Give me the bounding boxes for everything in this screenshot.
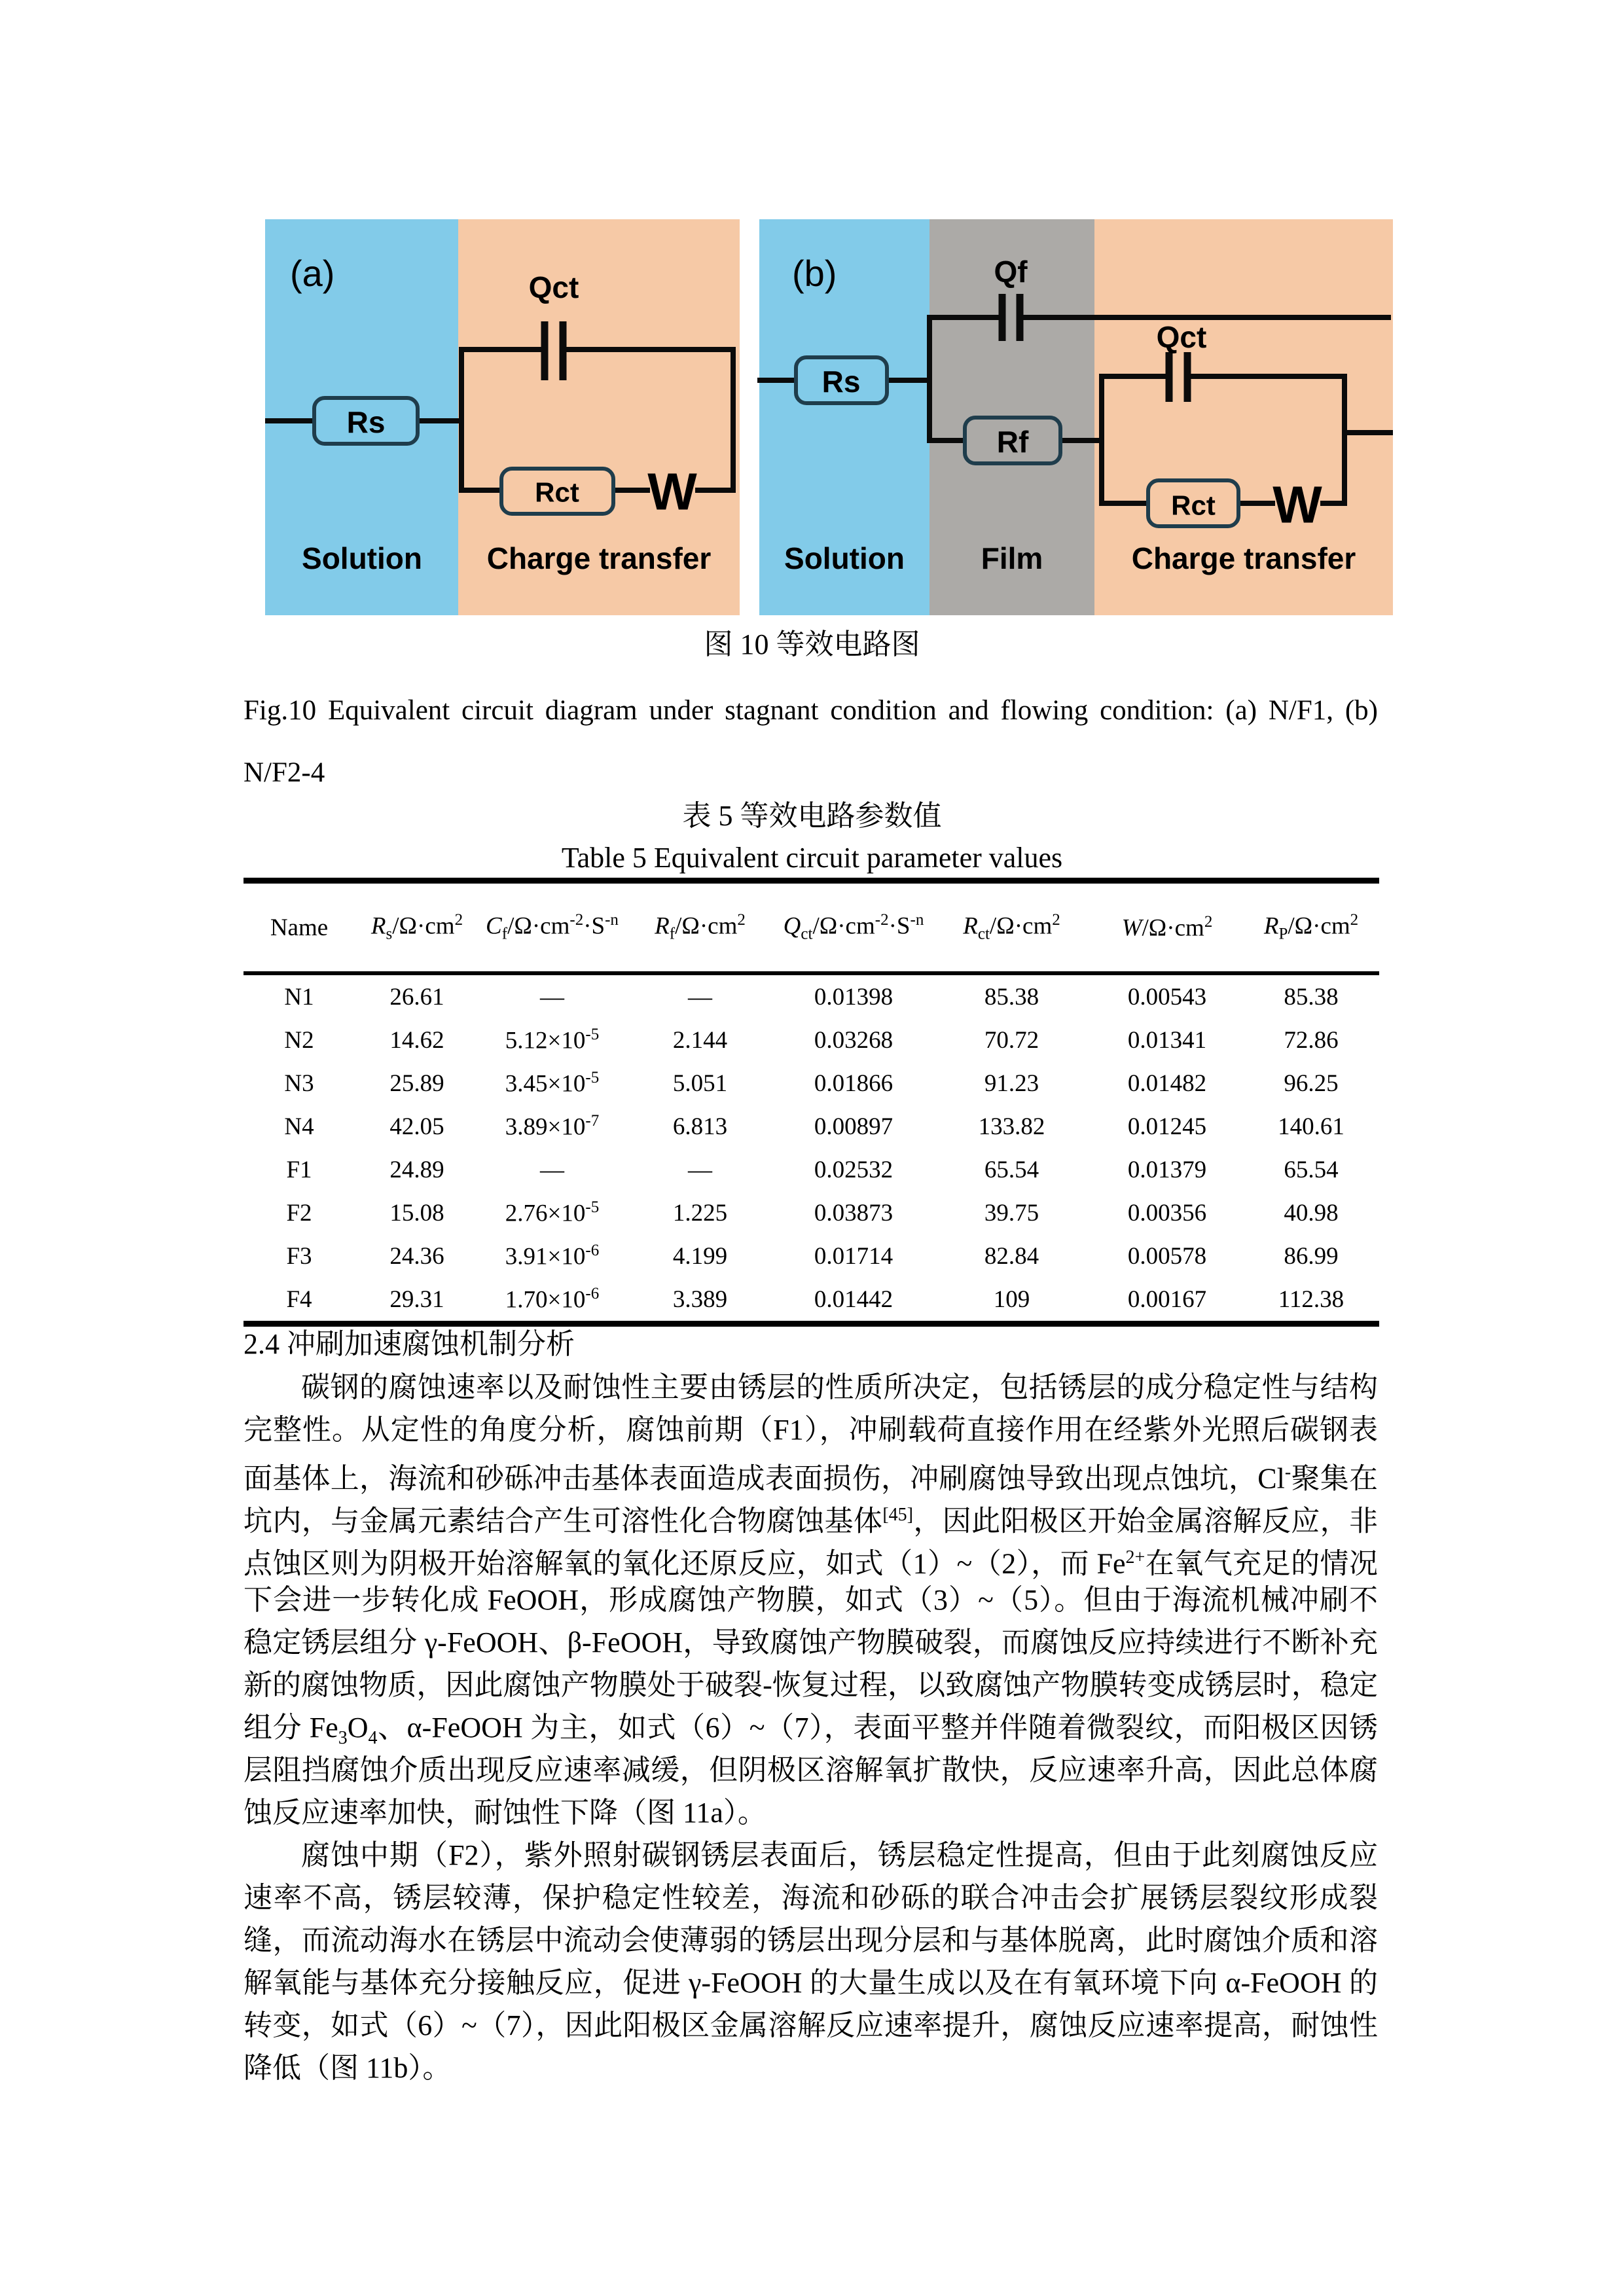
body-line: 层阻挡腐蚀介质出现反应速率减缓，但阴极区溶解氧扩散快，反应速率升高，因此总体腐 (244, 1754, 1378, 1786)
body-line: 蚀反应速率加快，耐蚀性下降（图 11a）。 (244, 1797, 767, 1829)
figure-caption-en-line2: N/F2-4 (244, 757, 325, 788)
table-cell: 4.199 (672, 1242, 728, 1270)
table-cell: N3 (284, 1069, 314, 1097)
table-cell: F1 (286, 1156, 312, 1183)
figure-caption-en (244, 679, 1378, 804)
panel-a-rct-label: Rct (535, 476, 579, 508)
table-row (244, 1105, 1379, 1148)
panel-b-rs-label: Rs (821, 365, 861, 399)
panel-a-solution-label: Solution (302, 541, 422, 575)
table-cell: 0.01482 (1127, 1069, 1207, 1097)
table-cell: 40.98 (1284, 1199, 1339, 1227)
body-line: 新的腐蚀物质，因此腐蚀产物膜处于破裂-恢复过程，以致腐蚀产物膜转变成锈层时，稳定 (244, 1669, 1378, 1701)
table-header-cell: $W/\Omega\cdot cm^2$ (1121, 912, 1213, 942)
table-header-row (244, 884, 1379, 971)
table-cell: 65.54 (1284, 1156, 1339, 1183)
table-cell: 91.23 (984, 1069, 1039, 1097)
table-cell: $3.91\times 10^{-6}$ (505, 1241, 600, 1270)
body-line: 解氧能与基体充分接触反应，促进 γ-FeOOH 的大量生成以及在有氧环境下向 α-FeOOH 的 (244, 1967, 1378, 1999)
panel-b-label: (b) (792, 253, 837, 294)
table-cell: $3.45\times 10^{-5}$ (505, 1068, 600, 1098)
panel-b-qf-label: Qf (994, 255, 1028, 289)
figure-caption-en-line1: Fig.10 Equivalent circuit diagram under stagnant condition and flowing condition: (a) N/F1, (b) (244, 695, 1378, 726)
table-cell: — (540, 983, 564, 1011)
table-cell: 96.25 (1284, 1069, 1339, 1097)
table-row (244, 1191, 1379, 1234)
body-line: 点蚀区则为阴极开始溶解氧的氧化还原反应，如式（1）~（2），而 $Fe^{2+}$在氧气充足的情况 (244, 1547, 1378, 1580)
panel-b-rct-label: Rct (1171, 490, 1216, 521)
circuit-diagram-svg (265, 219, 1393, 615)
table-cell: 39.75 (984, 1199, 1039, 1227)
table-header-cell: $Q_{ct}/\Omega\cdot cm^{-2}\cdot S^{-n}$ (783, 911, 924, 943)
table-cell: — (688, 1156, 712, 1183)
table-cell: 0.01866 (814, 1069, 893, 1097)
table-cell: — (540, 1156, 564, 1183)
table-cell: 0.03268 (814, 1026, 893, 1054)
table-top-rule (244, 878, 1379, 884)
table-cell: 85.38 (1284, 983, 1339, 1011)
table-cell: N4 (284, 1113, 314, 1140)
panel-b-rf-label: Rf (996, 425, 1029, 459)
table-cell: 140.61 (1278, 1113, 1344, 1140)
panel-b-solution-label: Solution (784, 541, 905, 575)
table-cell: 29.31 (389, 1285, 444, 1313)
table-cell: 0.01442 (814, 1285, 893, 1313)
table-cell: 0.00578 (1127, 1242, 1207, 1270)
figure-equivalent-circuits (265, 219, 1393, 615)
table-cell: 14.62 (389, 1026, 444, 1054)
body-paragraphs (244, 1366, 1378, 2089)
table-cell: 70.72 (984, 1026, 1039, 1054)
table-cell: 0.01341 (1127, 1026, 1207, 1054)
table-cell: 0.03873 (814, 1199, 893, 1227)
table-cell: 0.00167 (1127, 1285, 1207, 1313)
table-cell: 6.813 (672, 1113, 728, 1140)
body-line: 组分 $Fe_3O_4$、α-FeOOH 为主，如式（6）~（7），表面平整并伴随着微裂纹，而阳极区因锈 (244, 1712, 1378, 1748)
table-cell: 0.01379 (1127, 1156, 1207, 1183)
table-cell: 2.144 (672, 1026, 728, 1054)
panel-a-qct-label: Qct (528, 270, 579, 304)
body-line: 稳定锈层组分 γ-FeOOH、β-FeOOH，导致腐蚀产物膜破裂，而腐蚀反应持续进行不断补充 (244, 1626, 1378, 1659)
table-row (244, 975, 1379, 1018)
table-cell: 85.38 (984, 983, 1039, 1011)
table-cell: 0.02532 (814, 1156, 893, 1183)
table-header-cell: $R_s/\Omega\cdot cm^2$ (370, 911, 463, 943)
table-cell: N1 (284, 983, 314, 1011)
table-cell: 109 (993, 1285, 1030, 1313)
table-header-cell: Name (270, 914, 329, 941)
body-line: 腐蚀中期（F2），紫外照射碳钢锈层表面后，锈层稳定性提高，但由于此刻腐蚀反应 (301, 1839, 1378, 1871)
table-cell: 25.89 (389, 1069, 444, 1097)
table-cell: 24.36 (389, 1242, 444, 1270)
table-cell: 1.225 (672, 1199, 728, 1227)
parameters-table (244, 878, 1379, 1327)
body-line: 坑内，与金属元素结合产生可溶性化合物腐蚀基体[45]，因此阳极区开始金属溶解反应，非 (244, 1505, 1379, 1537)
panel-a-charge-label: Charge transfer (486, 541, 712, 575)
figure-caption-cn: 图 10 等效电路图 (704, 628, 920, 660)
table-cell: 0.00356 (1127, 1199, 1207, 1227)
table-header-cell: $R_P/\Omega\cdot cm^2$ (1263, 911, 1359, 943)
table-cell: 0.00897 (814, 1113, 893, 1140)
table-cell: 65.54 (984, 1156, 1039, 1183)
table-header-cell: $R_{ct}/\Omega\cdot cm^2$ (963, 911, 1060, 943)
body-line: 面基体上，海流和砂砾冲击基体表面造成表面损伤，冲刷腐蚀导致出现点蚀坑，Cl-聚集在 (244, 1462, 1378, 1495)
panel-b-film-label: Film (981, 541, 1043, 575)
table-row (244, 1278, 1379, 1321)
table-cell: 24.89 (389, 1156, 444, 1183)
panel-b-charge-label: Charge transfer (1131, 541, 1356, 575)
table-caption-cn: 表 5 等效电路参数值 (682, 800, 942, 832)
table-cell: 72.86 (1284, 1026, 1339, 1054)
table-cell: 26.61 (389, 983, 444, 1011)
table-row (244, 1018, 1379, 1062)
body-line: 碳钢的腐蚀速率以及耐蚀性主要由锈层的性质所决定，包括锈层的成分稳定性与结构 (301, 1371, 1378, 1403)
table-cell: — (688, 983, 712, 1011)
table-cell: $1.70\times 10^{-6}$ (505, 1284, 600, 1314)
table-header-cell: $C_f/\Omega\cdot cm^{-2}\cdot S^{-n}$ (486, 911, 619, 943)
table-cell: 86.99 (1284, 1242, 1339, 1270)
body-line: 速率不高，锈层较薄，保护稳定性较差，海流和砂砾的联合冲击会扩展锈层裂纹形成裂 (244, 1882, 1378, 1914)
table-row (244, 1062, 1379, 1105)
table-row (244, 1148, 1379, 1191)
table-cell: F2 (286, 1199, 312, 1227)
panel-b-qct-label: Qct (1156, 320, 1207, 354)
table-cell: N2 (284, 1026, 314, 1054)
table-cell: 3.389 (672, 1285, 728, 1313)
table-cell: 0.01245 (1127, 1113, 1207, 1140)
table-cell: 82.84 (984, 1242, 1039, 1270)
body-line: 降低（图 11b）。 (244, 2052, 452, 2084)
body-line: 完整性。从定性的角度分析，腐蚀前期（F1），冲刷载荷直接作用在经紫外光照后碳钢表 (244, 1414, 1378, 1446)
table-cell: F3 (286, 1242, 312, 1270)
table-cell: 0.01714 (814, 1242, 893, 1270)
panel-a-rs-label: Rs (346, 405, 386, 439)
table-header-cell: $R_f/\Omega\cdot cm^2$ (655, 911, 746, 943)
table-cell: 5.051 (672, 1069, 728, 1097)
table-cell: F4 (286, 1285, 312, 1313)
table-cell: $2.76\times 10^{-5}$ (505, 1198, 600, 1227)
table-cell: 112.38 (1278, 1285, 1344, 1313)
table-cell: $5.12\times 10^{-5}$ (505, 1025, 600, 1054)
table-body (244, 975, 1379, 1321)
body-line: 转变，如式（6）~（7），因此阳极区金属溶解反应速率提升，腐蚀反应速率提高，耐蚀性 (244, 2009, 1378, 2041)
table-row (244, 1234, 1379, 1278)
body-line: 下会进一步转化成 FeOOH，形成腐蚀产物膜，如式（3）~（5）。但由于海流机械冲刷不 (244, 1584, 1378, 1616)
table-cell: 0.00543 (1127, 983, 1207, 1011)
table-cell: $3.89\times 10^{-7}$ (505, 1111, 600, 1141)
section-heading: 2.4 冲刷加速腐蚀机制分析 (244, 1328, 575, 1360)
table-cell: 42.05 (389, 1113, 444, 1140)
body-line: 缝，而流动海水在锈层中流动会使薄弱的锈层出现分层和与基体脱离，此时腐蚀介质和溶 (244, 1924, 1378, 1956)
table-cell: 133.82 (978, 1113, 1045, 1140)
panel-a-warburg-label: W (647, 462, 697, 521)
table-cell: 0.01398 (814, 983, 893, 1011)
table-cell: 15.08 (389, 1199, 444, 1227)
body-text (244, 1323, 1378, 2089)
panel-a-label: (a) (290, 253, 335, 294)
panel-b-warburg-label: W (1272, 475, 1322, 534)
table-caption-en: Table 5 Equivalent circuit parameter values (561, 842, 1063, 874)
